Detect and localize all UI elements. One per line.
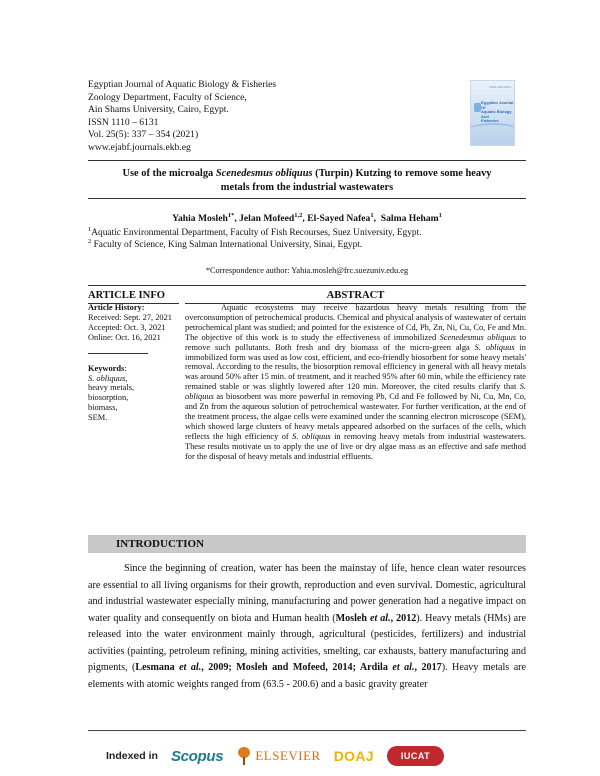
journal-cover-image <box>470 80 515 146</box>
keyword: S. obliquus, <box>88 373 128 383</box>
title-divider <box>88 198 526 199</box>
author-list: Yahia Mosleh$^{1*}$, Jelan Mofeed$^{1,2}$, El-Sayed Nafea$^1$, Salma Heham$^1$ <box>172 211 442 224</box>
elsevier-logo[interactable]: ELSEVIER <box>236 747 320 765</box>
indexing-footer <box>106 744 444 768</box>
keyword: SEM. <box>88 413 108 423</box>
journal-info <box>88 79 276 155</box>
footer-divider <box>88 730 526 731</box>
header-divider <box>88 160 526 161</box>
author: Salma Heham <box>380 213 439 224</box>
introduction-text: Since the beginning of creation, water has been the mainstay of life, hence clean water resources are essential to all living organisms for their growth, reproduction and even survival. Domestic, agricultural and industrial wastewater especially mining, manufacturing and power generation had a negative impact on water quality and consequently on biota and Human health (Mosleh et al., 2012). Heavy metals (HMs) are released into the water environment mainly through, agricultural (pesticides, fertilizers) and industrial activities (painting, petroleum refining, mining activities, smelting, car exhausts, battery manufacturing and pigments, (Lesmana et al., 2009; Mosleh and Mofeed, 2014; Ardila et al., 2017). Heavy metals are elements with atomic weights ranged from (63.5 - 200.6) and a basic gravity greater <box>88 563 527 690</box>
journal-volume: Vol. 25(5): 337 – 354 (2021) <box>88 129 199 141</box>
online-date: Online: Oct. 16, 2021 <box>88 332 161 342</box>
abstract-heading: ABSTRACT <box>326 290 385 301</box>
iucat-logo[interactable]: IUCAT <box>387 746 444 766</box>
affiliation-1: $^1$Aquatic Environmental Department, Faculty of Fish Recourses, Suez University, Egypt. <box>88 225 422 238</box>
cover-title: Egyptian Journal Of Aquatic Biology And Fisheries <box>481 100 514 124</box>
journal-website: www.ejabf.journals.ekb.eg <box>88 141 191 153</box>
author: El-Sayed Nafea <box>307 213 371 224</box>
cover-issn: ISSN 1110-6131 <box>489 85 511 89</box>
keywords-label: Keywords: <box>88 363 127 373</box>
wave-decoration <box>470 123 515 139</box>
accepted-date: Accepted: Oct. 3, 2021 <box>88 322 166 332</box>
correspondence: *Correspondence author: Yahia.mosleh@frc.suezuniv.edu.eg <box>205 266 409 275</box>
info-top-divider <box>88 285 526 286</box>
keyword: heavy metals, <box>88 383 135 393</box>
keyword: biosorption, <box>88 393 129 403</box>
journal-name: Egyptian Journal of Aquatic Biology & Fisheries <box>88 79 277 90</box>
info-separator <box>88 353 148 354</box>
elsevier-tree-icon <box>236 747 252 765</box>
journal-issn: ISSN 1110 – 6131 <box>88 116 159 128</box>
introduction-heading: INTRODUCTION <box>116 538 205 550</box>
doaj-logo[interactable]: DOAJ <box>333 748 374 764</box>
abstract-text: Aquatic ecosystems may receive hazardous heavy metals resulting from the overconsumption of petrochemical products. Chemical and physical analysis of wastewater of certain petrochemical plant was studied; and pointed for the existence of Cd, Pb, Zn, Ni, Cu, Co, Fe and Mn. The objective of this work is to study the effectiveness of immobilized Scenedesmus obliquus to remove such pollutants. Both fresh and dry biomass of the micro-green alga S. obliquus in immobilized form was used as low cost, efficient, and eco-friendly biosorbent for some heavy metals' removal. According to the results, the biosorption removal efficiency in general with all heavy metals was around 50% after 15 min. of treatment, and it reached 95% after 60 min, while the efficiency rate remained stable or was slightly lowered after 120 min. Moreover, the cited results clarify that S. obliquus as biosorbent was more powerful in removing Pb, Cd and Fe followed by Ni, Cu, Mn, Co, and Zn from the aqueous solution of petrochemical wastewater. For further verification, at the end of the treatment process, the algae cells were examined under the scanning electron microscope (SEM), which showed large clusters of heavy metals appeared adsorbed on the surfaces of the cells, which reflects the high efficiency of S. obliquus in removing heavy metals from industrial wastewaters. These results motivate us to apply the use of live or dry algae mass as an effective and safe method for the disposal of heavy metals and industrial effluents. <box>185 303 527 461</box>
affiliation-2: $^2$ Faculty of Science, King Salman International University, Sinai, Egypt. <box>88 237 363 250</box>
received-date: Received: Sept. 27, 2021 <box>88 312 172 322</box>
fish-logo-icon <box>474 103 481 112</box>
scopus-logo[interactable]: Scopus <box>170 747 224 765</box>
article-info <box>88 303 183 423</box>
author: Jelan Mofeed <box>239 213 295 224</box>
journal-university: Ain Shams University, Cairo, Egypt. <box>88 104 229 116</box>
keyword: biomass, <box>88 403 118 413</box>
indexed-in-label: Indexed in <box>106 750 158 762</box>
journal-department: Zoology Department, Faculty of Science, <box>88 91 247 103</box>
paper-title: Use of the microalga Scenedesmus obliquus (Turpin) Kutzing to remove some heavy metals from the industrial wastewaters <box>122 168 492 193</box>
author: Yahia Mosleh <box>172 213 228 224</box>
article-info-heading: ARTICLE INFO <box>88 290 166 301</box>
history-label: Article History: <box>88 303 145 312</box>
